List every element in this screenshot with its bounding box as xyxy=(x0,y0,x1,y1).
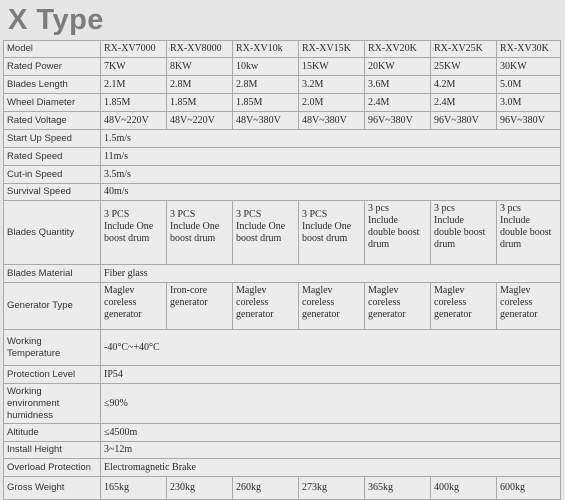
spec-value: 40m/s xyxy=(101,184,561,201)
table-row xyxy=(4,166,561,184)
row-label: Overload Protection xyxy=(4,459,101,477)
spec-cell: 48V~380V xyxy=(233,112,299,130)
spec-cell: RX-XV10k xyxy=(233,41,299,58)
table-row xyxy=(4,112,561,130)
spec-cell: 3 PCS Include One boost drum xyxy=(101,201,167,265)
spec-value: 1.5m/s xyxy=(101,130,561,148)
spec-cell: Maglev coreless generator xyxy=(299,283,365,330)
table-row xyxy=(4,184,561,201)
spec-cell: 3 pcs Include double boost drum xyxy=(497,201,561,265)
row-label: Protection Level xyxy=(4,366,101,384)
spec-table xyxy=(3,40,561,500)
page-title: X Type xyxy=(8,4,104,36)
spec-cell: 2.0M xyxy=(299,94,365,112)
row-label: Survival Speed xyxy=(4,184,101,201)
spec-cell: RX-XV20K xyxy=(365,41,431,58)
row-label: Generator Type xyxy=(4,283,101,330)
row-label: Wheel Diameter xyxy=(4,94,101,112)
spec-cell: 3.6M xyxy=(365,76,431,94)
spec-cell: 96V~380V xyxy=(365,112,431,130)
row-label: Working environment humidness xyxy=(4,384,101,424)
table-row xyxy=(4,41,561,58)
spec-cell: RX-XV25K xyxy=(431,41,497,58)
spec-value: ≤90% xyxy=(101,384,561,424)
spec-cell: 1.85M xyxy=(233,94,299,112)
spec-cell: 3.0M xyxy=(497,94,561,112)
spec-cell: RX-XV30K xyxy=(497,41,561,58)
spec-cell: 7KW xyxy=(101,58,167,76)
row-label: Altitude xyxy=(4,424,101,442)
row-label: Start Up Speed xyxy=(4,130,101,148)
spec-value: -40°C~+40°C xyxy=(101,330,561,366)
row-label: Gross Weight xyxy=(4,477,101,500)
table-row xyxy=(4,265,561,283)
spec-cell: 48V~380V xyxy=(299,112,365,130)
spec-cell: 365kg xyxy=(365,477,431,500)
spec-cell: 600kg xyxy=(497,477,561,500)
spec-cell: 3 pcs Include double boost drum xyxy=(431,201,497,265)
spec-cell: Iron-core generator xyxy=(167,283,233,330)
spec-cell: 96V~380V xyxy=(431,112,497,130)
spec-cell: Maglev coreless generator xyxy=(233,283,299,330)
spec-cell: 10kw xyxy=(233,58,299,76)
row-label: Rated Voltage xyxy=(4,112,101,130)
table-row xyxy=(4,283,561,330)
row-label: Blades Material xyxy=(4,265,101,283)
row-label: Blades Length xyxy=(4,76,101,94)
spec-cell: 3 PCS Include One boost drum xyxy=(167,201,233,265)
spec-cell: 2.8M xyxy=(233,76,299,94)
table-row xyxy=(4,148,561,166)
table-row xyxy=(4,58,561,76)
spec-cell: 273kg xyxy=(299,477,365,500)
spec-cell: 165kg xyxy=(101,477,167,500)
spec-cell: 400kg xyxy=(431,477,497,500)
spec-cell: Maglev coreless generator xyxy=(497,283,561,330)
spec-cell: 1.85M xyxy=(167,94,233,112)
spec-value: 11m/s xyxy=(101,148,561,166)
table-row xyxy=(4,442,561,459)
spec-cell: 48V~220V xyxy=(167,112,233,130)
spec-cell: Maglev coreless generator xyxy=(431,283,497,330)
spec-cell: 3 PCS Include One boost drum xyxy=(233,201,299,265)
row-label: Blades Quantity xyxy=(4,201,101,265)
spec-cell: Maglev coreless generator xyxy=(101,283,167,330)
spec-cell: Maglev coreless generator xyxy=(365,283,431,330)
spec-cell: 5.0M xyxy=(497,76,561,94)
row-label: Cut-in Speed xyxy=(4,166,101,184)
spec-cell: 25KW xyxy=(431,58,497,76)
table-row xyxy=(4,76,561,94)
table-row xyxy=(4,94,561,112)
spec-cell: 8KW xyxy=(167,58,233,76)
table-row xyxy=(4,459,561,477)
spec-cell: 260kg xyxy=(233,477,299,500)
spec-cell: 30KW xyxy=(497,58,561,76)
spec-cell: 2.4M xyxy=(431,94,497,112)
spec-value: ≤4500m xyxy=(101,424,561,442)
spec-cell: RX-XV7000 xyxy=(101,41,167,58)
spec-cell: 2.1M xyxy=(101,76,167,94)
table-row xyxy=(4,477,561,500)
spec-value: Fiber glass xyxy=(101,265,561,283)
spec-value: Electromagnetic Brake xyxy=(101,459,561,477)
row-label: Working Temperature xyxy=(4,330,101,366)
spec-cell: 20KW xyxy=(365,58,431,76)
row-label: Model xyxy=(4,41,101,58)
spec-cell: 2.4M xyxy=(365,94,431,112)
spec-cell: 1.85M xyxy=(101,94,167,112)
spec-cell: 4.2M xyxy=(431,76,497,94)
row-label: Rated Power xyxy=(4,58,101,76)
spec-cell: 96V~380V xyxy=(497,112,561,130)
spec-cell: RX-XV15K xyxy=(299,41,365,58)
spec-cell: 230kg xyxy=(167,477,233,500)
table-row xyxy=(4,130,561,148)
spec-cell: 3 PCS Include One boost drum xyxy=(299,201,365,265)
spec-cell: 15KW xyxy=(299,58,365,76)
spec-cell: 3.2M xyxy=(299,76,365,94)
spec-cell: 3 pcs Include double boost drum xyxy=(365,201,431,265)
spec-cell: 2.8M xyxy=(167,76,233,94)
row-label: Install Height xyxy=(4,442,101,459)
spec-value: IP54 xyxy=(101,366,561,384)
table-row xyxy=(4,201,561,265)
spec-value: 3.5m/s xyxy=(101,166,561,184)
table-row xyxy=(4,424,561,442)
table-row xyxy=(4,330,561,366)
table-row xyxy=(4,384,561,424)
row-label: Rated Speed xyxy=(4,148,101,166)
spec-cell: RX-XV8000 xyxy=(167,41,233,58)
spec-cell: 48V~220V xyxy=(101,112,167,130)
table-row xyxy=(4,366,561,384)
spec-value: 3~12m xyxy=(101,442,561,459)
